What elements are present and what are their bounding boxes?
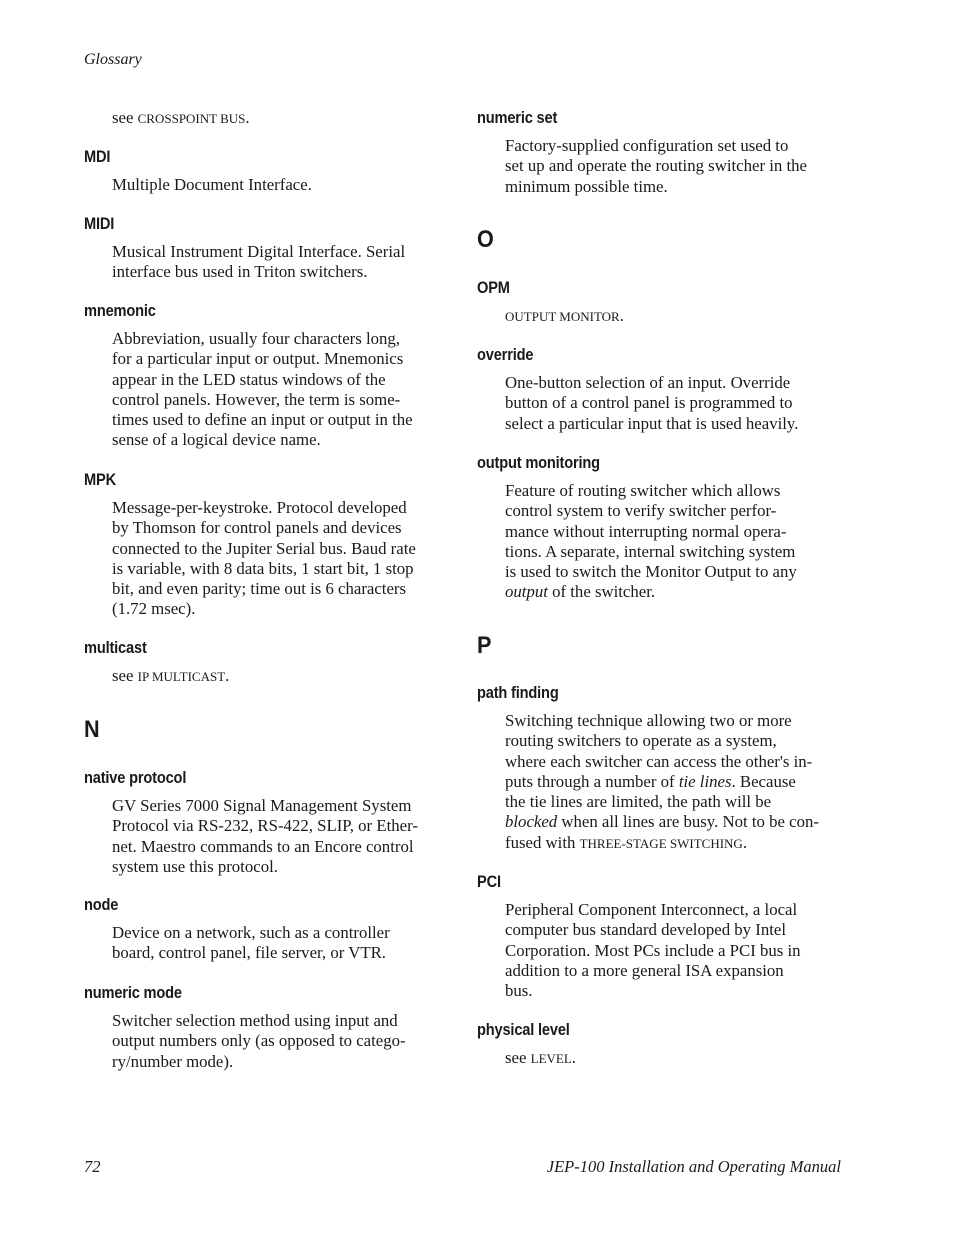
- term-override: override: [477, 345, 534, 364]
- cross-reference: CROSSPOINT BUS: [137, 111, 246, 126]
- definition-mnemonic: Abbreviation, usually four characters long, for a particular input or output. Mnemonics appear in the LED status windows of the control panels. However, the term is some- times used to define an input or output in the sense of a logical device name.: [112, 329, 413, 450]
- manual-title: JEP-100 Installation and Operating Manual: [546, 1157, 841, 1176]
- term-multicast: multicast: [84, 638, 147, 657]
- section-letter-p: P: [477, 632, 492, 659]
- definition-pci: Peripheral Component Interconnect, a local computer bus standard developed by Intel Corporation. Most PCs include a PCI bus in addition to a more general ISA expansion bus.: [505, 900, 801, 1001]
- term-mpk: MPK: [84, 470, 116, 489]
- definition-path-finding: Switching technique allowing two or more routing switchers to operate as a system, where each switcher can access the other's in- puts through a number of tie lines. Because the tie lines are limited, the path will be blocked when all lines are busy. Not to be con- fused with THREE-STAGE SWITCHING.: [505, 711, 819, 852]
- term-mdi: MDI: [84, 147, 111, 166]
- term-output-monitoring: output monitoring: [477, 453, 600, 472]
- term-native-protocol: native protocol: [84, 768, 187, 787]
- definition-mpk: Message-per-keystroke. Protocol developed by Thomson for control panels and devices connected to the Jupiter Serial bus. Baud rate is variable, with 8 data bits, 1 start bit, 1 stop bit, and even parity; time out is 6 characters (1.72 msec).: [112, 498, 416, 619]
- section-letter-n: N: [84, 716, 100, 743]
- term-numeric-set: numeric set: [477, 108, 558, 127]
- definition-node: Device on a network, such as a controller board, control panel, file server, or VTR.: [112, 923, 390, 963]
- definition-numeric-mode: Switcher selection method using input and output numbers only (as opposed to catego- ry/number mode).: [112, 1011, 406, 1071]
- definition-native-protocol: GV Series 7000 Signal Management System Protocol via RS-232, RS-422, SLIP, or Ether- net. Maestro commands to an Encore control system use this protocol.: [112, 796, 418, 876]
- definition-numeric-set: Factory-supplied configuration set used to set up and operate the routing switcher in the minimum possible time.: [505, 136, 807, 196]
- crosspoint-see-also: see CROSSPOINT BUS.: [112, 108, 250, 127]
- cross-reference: THREE-STAGE SWITCHING: [579, 835, 743, 851]
- term-numeric-mode: numeric mode: [84, 983, 182, 1002]
- definition-mdi: Multiple Document Interface.: [112, 175, 312, 194]
- term-node: node: [84, 895, 119, 914]
- cross-reference: IP MULTICAST: [137, 669, 226, 684]
- definition-midi: Musical Instrument Digital Interface. Serial interface bus used in Triton switchers.: [112, 242, 406, 282]
- cross-reference: OUTPUT MONITOR: [505, 309, 620, 324]
- section-letter-o: O: [477, 226, 494, 253]
- term-physical-level: physical level: [477, 1020, 570, 1039]
- term-mnemonic: mnemonic: [84, 301, 156, 320]
- definition-override: One-button selection of an input. Override button of a control panel is programmed to select a particular input that is used heavily.: [505, 373, 799, 433]
- term-path-finding: path finding: [477, 683, 559, 702]
- term-opm: OPM: [477, 278, 510, 297]
- definition-opm: OUTPUT MONITOR.: [505, 306, 624, 325]
- running-head: Glossary: [84, 51, 142, 68]
- definition-multicast: see IP MULTICAST.: [112, 666, 230, 685]
- page-number: 72: [84, 1157, 101, 1176]
- definition-physical-level: see LEVEL.: [505, 1048, 576, 1067]
- term-pci: PCI: [477, 872, 501, 891]
- term-midi: MIDI: [84, 214, 115, 233]
- cross-reference: LEVEL: [530, 1051, 572, 1066]
- definition-output-monitoring: Feature of routing switcher which allows control system to verify switcher perfor- mance without interrupting normal opera- tions. A separate, internal switching system is used to switch the Monitor Output to any output of the switcher.: [505, 481, 797, 602]
